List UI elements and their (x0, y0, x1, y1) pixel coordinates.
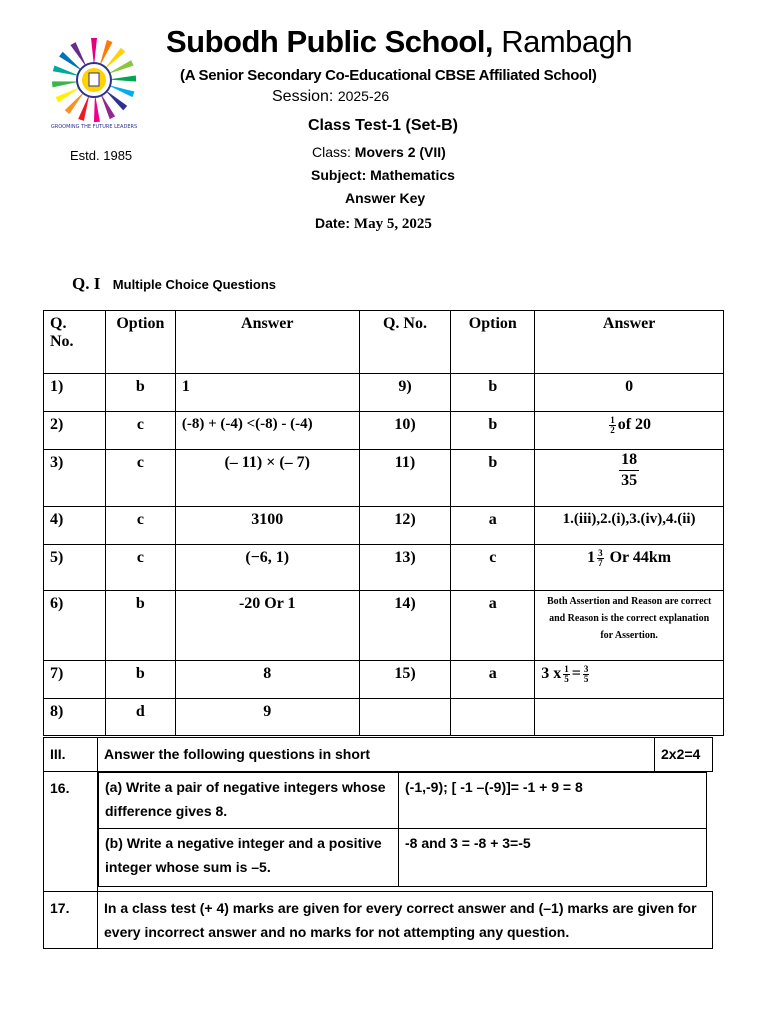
q16-number: 16. (44, 772, 98, 892)
date-label: Date: (315, 215, 351, 231)
table-row (44, 507, 724, 545)
logo-motto: GROOMING THE FUTURE LEADERS (50, 124, 138, 130)
mcq-table (43, 310, 724, 736)
section-title: Multiple Choice Questions (112, 277, 277, 292)
answer-cell: 3100 (175, 507, 359, 545)
qno-cell: 10) (359, 412, 451, 450)
subject: Subject: Mathematics (311, 167, 455, 183)
short-answer-table (43, 737, 713, 949)
table-row (44, 591, 724, 661)
option-cell: b (451, 412, 535, 450)
section3-number: III. (44, 738, 98, 772)
header-cell: Answer (535, 311, 724, 374)
option-cell: c (105, 545, 175, 591)
answer-cell: Both Assertion and Reason are correct and Reason is the correct explanation for Assertion. (535, 591, 724, 661)
option-cell: c (105, 412, 175, 450)
answer-cell: -20 Or 1 (175, 591, 359, 661)
qno-cell: 5) (44, 545, 106, 591)
option-cell: b (451, 450, 535, 507)
class-value: Movers 2 (VII) (354, 144, 446, 160)
q16-content (98, 772, 713, 892)
option-cell: a (451, 591, 535, 661)
qno-cell: 6) (44, 591, 106, 661)
school-logo (46, 36, 142, 132)
header-cell: Q. No. (44, 311, 106, 374)
q17-number: 17. (44, 892, 98, 949)
answer-cell: (– 11) × (– 7) (175, 450, 359, 507)
option-cell: b (105, 591, 175, 661)
q17-text: In a class test (+ 4) marks are given for every correct answer and (–1) marks are given for every incorrect answer and no marks for not attempting any question. (98, 892, 713, 949)
answer-cell (535, 661, 724, 699)
option-cell: b (105, 661, 175, 699)
fraction-equation: 3 x $\frac{1}{5}$ = $\frac{3}{5}$ (541, 664, 589, 684)
header-cell: Q. No. (359, 311, 451, 374)
table-header-row (44, 311, 724, 374)
established: Estd. 1985 (70, 148, 133, 163)
option-cell: a (451, 507, 535, 545)
section3-header-row (44, 738, 713, 772)
section3-marks: 2x2=4 (655, 738, 713, 772)
answer-cell: (−6, 1) (175, 545, 359, 591)
section-heading (72, 274, 276, 294)
option-cell (451, 699, 535, 736)
qno-cell: 14) (359, 591, 451, 661)
qno-cell: 2) (44, 412, 106, 450)
option-cell: c (105, 507, 175, 545)
date-value: May 5, 2025 (353, 216, 432, 232)
class-line (312, 144, 446, 160)
qno-cell: 7) (44, 661, 106, 699)
header-cell: Option (451, 311, 535, 374)
q16b-row (99, 829, 707, 887)
option-cell: b (105, 374, 175, 412)
section-number: Q. I (72, 274, 101, 293)
table-row (44, 661, 724, 699)
school-title (166, 24, 632, 60)
option-cell: c (451, 545, 535, 591)
answer-cell (535, 699, 724, 736)
option-cell: d (105, 699, 175, 736)
fraction-answer: $\frac{1}{2}$ of 20 (610, 415, 652, 435)
option-cell: c (105, 450, 175, 507)
test-name: Class Test-1 (Set-B) (308, 117, 458, 134)
qno-cell: 8) (44, 699, 106, 736)
answer-cell: 9 (175, 699, 359, 736)
qno-cell: 3) (44, 450, 106, 507)
school-name: Subodh Public School, (166, 24, 494, 59)
answer-cell: 1 (175, 374, 359, 412)
option-cell: a (451, 661, 535, 699)
class-label: Class: (312, 144, 351, 160)
q16-row (44, 772, 713, 892)
session-value: 2025-26 (337, 88, 390, 104)
affiliation: (A Senior Secondary Co-Educational CBSE Affiliated School) (180, 67, 597, 84)
q16b-question: (b) Write a negative integer and a positive integer whose sum is –5. (99, 829, 399, 887)
table-row (44, 412, 724, 450)
qno-cell: 15) (359, 661, 451, 699)
qno-cell: 9) (359, 374, 451, 412)
fraction-answer: $\frac{18}{35}$ (621, 451, 638, 489)
answer-cell: 1.(iii),2.(i),3.(iv),4.(ii) (535, 507, 724, 545)
header-cell: Answer (175, 311, 359, 374)
school-place: Rambagh (501, 24, 633, 59)
answer-cell: (-8) + (-4) <(-8) - (-4) (175, 412, 359, 450)
answer-cell: 8 (175, 661, 359, 699)
answer-cell (535, 412, 724, 450)
q16b-answer: -8 and 3 = -8 + 3=-5 (399, 829, 707, 887)
qno-cell: 11) (359, 450, 451, 507)
answer-cell (535, 450, 724, 507)
table-row (44, 545, 724, 591)
section3-title: Answer the following questions in short (98, 738, 655, 772)
mixed-fraction-answer: 1 $\frac{3}{7}$ Or 44km (587, 548, 672, 568)
q16a-row (99, 773, 707, 829)
table-row (44, 374, 724, 412)
q16-parts (98, 772, 707, 887)
qno-cell: 1) (44, 374, 106, 412)
answer-cell: 0 (535, 374, 724, 412)
session (272, 88, 389, 106)
qno-cell: 12) (359, 507, 451, 545)
qno-cell (359, 699, 451, 736)
table-row (44, 450, 724, 507)
q17-row (44, 892, 713, 949)
option-cell: b (451, 374, 535, 412)
answer-cell (535, 545, 724, 591)
table-row (44, 699, 724, 736)
q16a-answer: (-1,-9); [ -1 –(-9)]= -1 + 9 = 8 (399, 773, 707, 829)
header-cell: Option (105, 311, 175, 374)
answer-key-label: Answer Key (345, 190, 426, 206)
q16a-question: (a) Write a pair of negative integers whose difference gives 8. (99, 773, 399, 829)
session-label: Session: (272, 88, 334, 105)
date-line (315, 215, 432, 233)
qno-cell: 13) (359, 545, 451, 591)
qno-cell: 4) (44, 507, 106, 545)
